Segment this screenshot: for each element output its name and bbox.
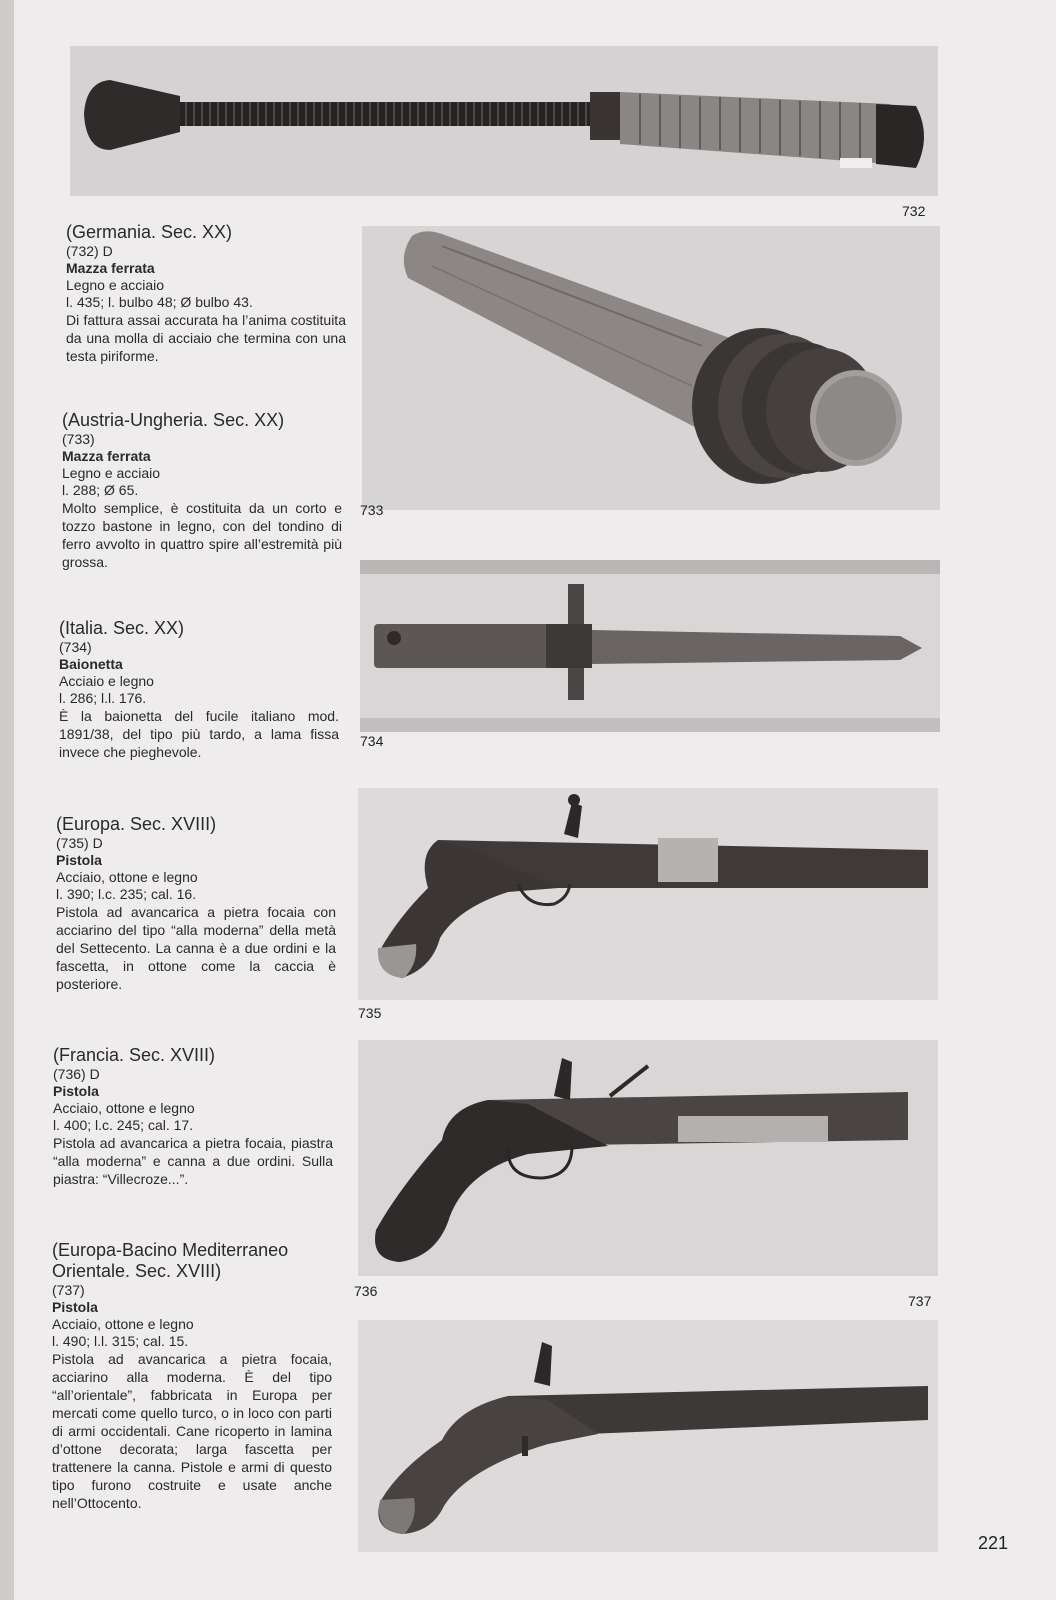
figure-number: 732 — [902, 203, 926, 219]
entry-number: (733) — [62, 431, 95, 447]
figure-number: 737 — [908, 1293, 932, 1309]
entry-name: Pistola — [56, 852, 102, 868]
photo-735-pistol — [358, 788, 938, 1000]
entry-heading: (Europa. Sec. XVIII) — [56, 814, 217, 834]
entry-dimensions: l. 400; l.c. 245; cal. 17. — [53, 1117, 194, 1133]
page-number: 221 — [977, 1533, 1008, 1553]
entry-description: Pistola ad avancarica a pietra focaia, acciarino alla moderna. È del tipo “all’orientale”, fabbricata in Europa per mercati come quello turco, o in loco con parti di armi occidentali. Cane ricoperto in lamina d’ottone decorata; larga fascetta per trattenere la canna. Pistole e armi di questo tipo furono costruite e usate anche nell’Ottocento. — [52, 1351, 332, 1511]
catalog-entry-734 — [59, 618, 339, 761]
entry-name: Pistola — [53, 1083, 99, 1099]
entry-number: (735) D — [56, 835, 103, 851]
entry-number: (736) D — [53, 1066, 100, 1082]
entry-dimensions: l. 288; Ø 65. — [62, 482, 139, 498]
entry-name: Baionetta — [59, 656, 123, 672]
entry-heading: (Francia. Sec. XVIII) — [53, 1045, 216, 1065]
entry-name: Mazza ferrata — [66, 260, 155, 276]
entry-name: Mazza ferrata — [62, 448, 151, 464]
catalog-entry-737 — [52, 1240, 332, 1512]
entry-number: (734) — [59, 639, 92, 655]
photo-732-mace — [70, 46, 938, 196]
entry-materials: Acciaio, ottone e legno — [56, 869, 198, 885]
photo-737-pistol — [358, 1320, 938, 1552]
entry-heading: (Europa-Bacino Mediterraneo Orientale. Sec. XVIII) — [52, 1240, 289, 1281]
entry-name: Pistola — [52, 1299, 98, 1315]
entry-heading: (Germania. Sec. XX) — [66, 222, 233, 242]
entry-heading: (Austria-Ungheria. Sec. XX) — [62, 410, 285, 430]
entry-dimensions: l. 435; l. bulbo 48; Ø bulbo 43. — [66, 294, 253, 310]
photo-736-pistol — [358, 1040, 938, 1276]
catalog-entry-735 — [56, 814, 336, 993]
entry-materials: Legno e acciaio — [66, 277, 165, 293]
photo-734-bayonet — [360, 560, 940, 732]
entry-heading: (Italia. Sec. XX) — [59, 618, 185, 638]
entry-description: Di fattura assai accurata ha l’anima costituita da una molla di acciaio che termina con una testa piriforme. — [66, 312, 346, 364]
entry-dimensions: l. 286; l.l. 176. — [59, 690, 147, 706]
figure-number: 733 — [360, 502, 384, 518]
entry-materials: Acciaio, ottone e legno — [53, 1100, 195, 1116]
entry-description: Pistola ad avancarica a pietra focaia, piastra “alla moderna” e canna a due ordini. Sulla piastra: “Villecroze...”. — [53, 1135, 333, 1187]
entry-description: Pistola ad avancarica a pietra focaia con acciarino del tipo “alla moderna” della metà del Settecento. La canna è a due ordini e la fascetta, in ottone come la caccia è posteriore. — [56, 904, 336, 992]
catalog-page — [14, 0, 1056, 1600]
entry-dimensions: l. 490; l.l. 315; cal. 15. — [52, 1333, 189, 1349]
entry-dimensions: l. 390; l.c. 235; cal. 16. — [56, 886, 197, 902]
entry-description: Molto semplice, è costituita da un corto e tozzo bastone in legno, con del tondino di ferro avvolto in quattro spire all’estremità più grossa. — [62, 500, 342, 570]
entry-materials: Acciaio, ottone e legno — [52, 1316, 194, 1332]
figure-number: 735 — [358, 1005, 382, 1021]
figure-number: 736 — [354, 1283, 378, 1299]
entry-materials: Acciaio e legno — [59, 673, 154, 689]
figure-number: 734 — [360, 733, 384, 749]
catalog-entry-732 — [66, 222, 346, 365]
entry-materials: Legno e acciaio — [62, 465, 161, 481]
catalog-entry-733 — [62, 410, 342, 571]
entry-description: È la baionetta del fucile italiano mod. 1891/38, del tipo più tardo, a lama fissa invece che pieghevole. — [59, 708, 339, 760]
entry-number: (732) D — [66, 243, 113, 259]
entry-number: (737) — [52, 1282, 85, 1298]
photo-733-club — [362, 226, 940, 510]
catalog-entry-736 — [53, 1045, 333, 1188]
